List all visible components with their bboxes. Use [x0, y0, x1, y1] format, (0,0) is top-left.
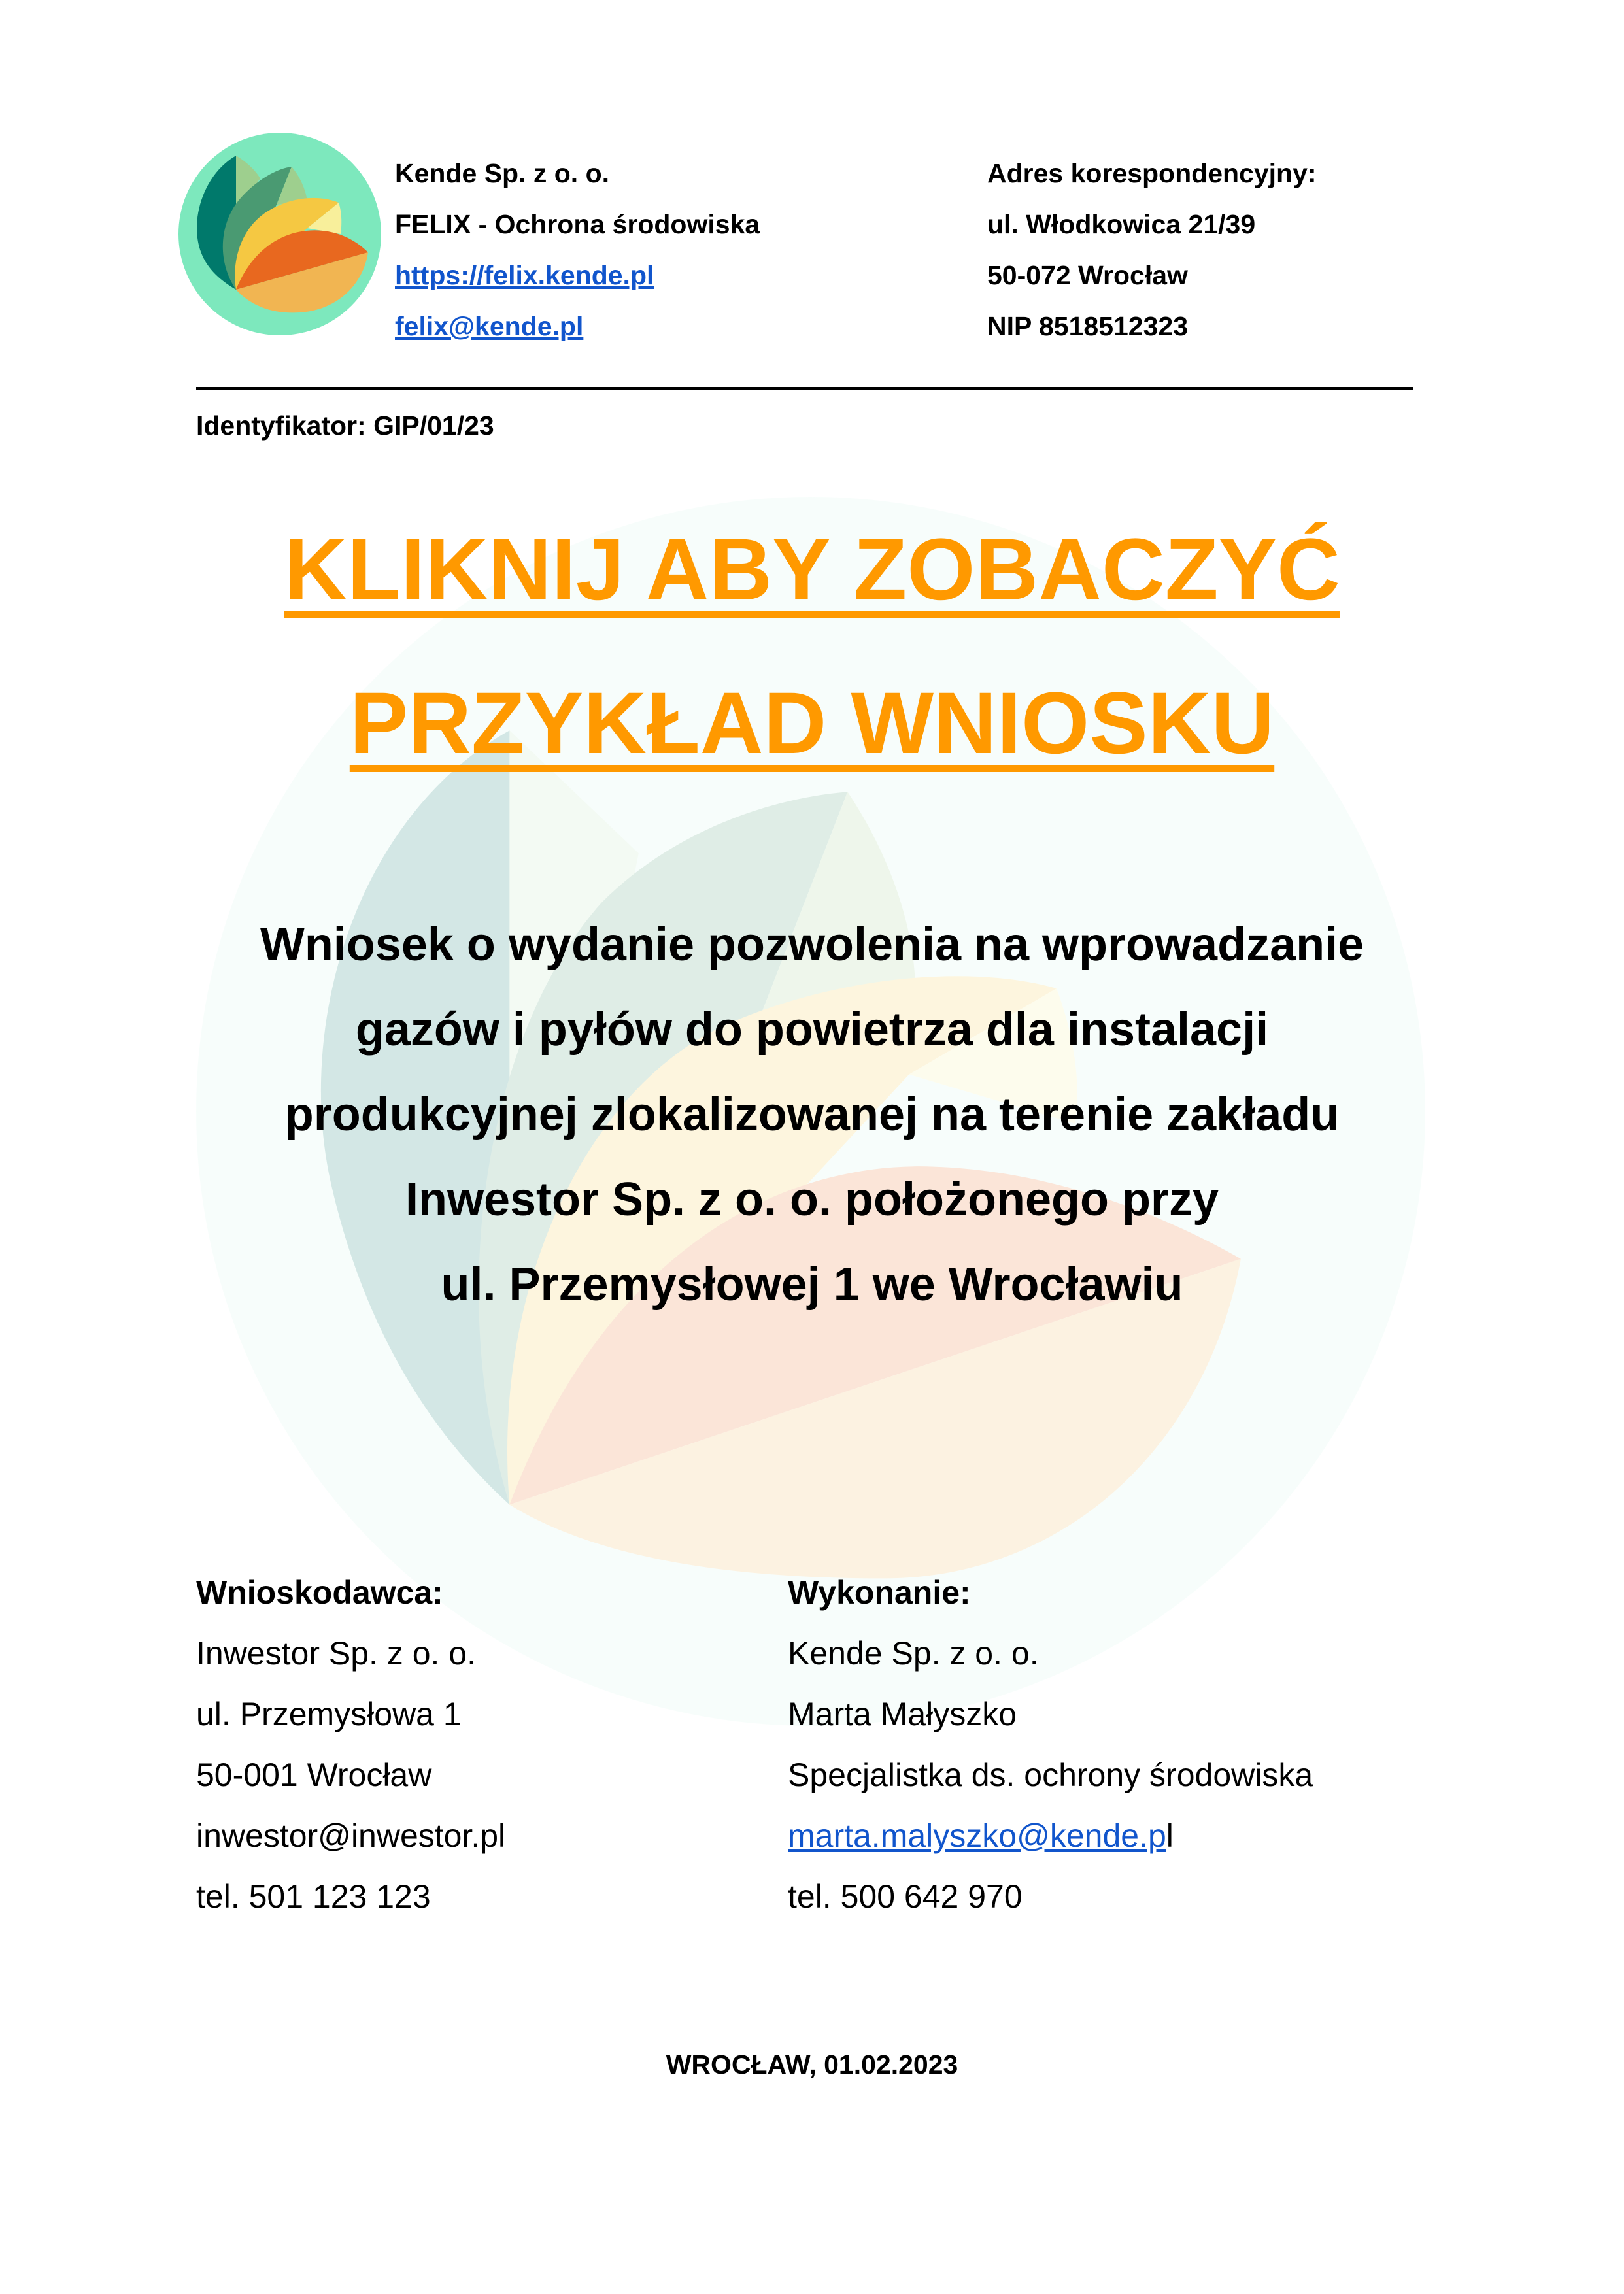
title-line: ul. Przemysłowej 1 we Wrocławiu	[441, 1258, 1183, 1311]
contractor-heading: Wykonanie:	[788, 1574, 971, 1611]
website-link[interactable]: https://felix.kende.pl	[395, 260, 654, 290]
applicant-email: inwestor@inwestor.pl	[196, 1817, 506, 1854]
address-city: 50-072 Wrocław	[987, 260, 1188, 290]
title-line: produkcyjnej zlokalizowanej na terenie zakładu	[284, 1088, 1340, 1141]
felix-leaf-logo-icon	[178, 133, 381, 335]
contractor-email-tail: l	[1166, 1817, 1174, 1854]
company-division: FELIX - Ochrona środowiska	[395, 209, 760, 239]
title-line: gazów i pyłów do powietrza dla instalacji	[355, 1004, 1269, 1056]
title-line: Wniosek o wydanie pozwolenia na wprowadzanie	[260, 919, 1364, 971]
applicant-phone: tel. 501 123 123	[196, 1878, 431, 1915]
applicant-heading: Wnioskodawca:	[196, 1574, 443, 1611]
cta-line-1	[0, 520, 1624, 620]
place-and-date: WROCŁAW, 01.02.2023	[666, 2049, 958, 2080]
contractor-phone: tel. 500 642 970	[788, 1878, 1023, 1915]
company-email-link[interactable]: felix@kende.pl	[395, 311, 584, 341]
contractor-person: Marta Małyszko	[788, 1696, 1017, 1732]
contractor-block	[788, 1562, 1313, 1927]
contractor-company: Kende Sp. z o. o.	[788, 1635, 1039, 1672]
applicant-block	[196, 1562, 505, 1927]
contractor-role: Specjalistka ds. ochrony środowiska	[788, 1757, 1313, 1793]
title-line: Inwestor Sp. z o. o. położonego przy	[405, 1173, 1219, 1226]
header-divider	[196, 387, 1413, 390]
company-name: Kende Sp. z o. o.	[395, 158, 610, 188]
address-street: ul. Włodkowica 21/39	[987, 209, 1256, 239]
document-title	[0, 902, 1624, 1327]
document-identifier: Identyfikator: GIP/01/23	[196, 411, 494, 441]
correspondence-address	[987, 148, 1317, 352]
view-example-link-line-1[interactable]: KLIKNIJ ABY ZOBACZYĆ	[284, 521, 1340, 618]
contractor-email	[788, 1806, 1313, 1866]
view-example-link-line-2[interactable]: PRZYKŁAD WNIOSKU	[349, 675, 1275, 772]
cta-line-2	[0, 673, 1624, 773]
address-nip: NIP 8518512323	[987, 311, 1189, 341]
applicant-city: 50-001 Wrocław	[196, 1757, 432, 1793]
address-label: Adres korespondencyjny:	[987, 158, 1317, 188]
applicant-name: Inwestor Sp. z o. o.	[196, 1635, 476, 1672]
company-info	[395, 148, 760, 352]
applicant-street: ul. Przemysłowa 1	[196, 1696, 462, 1732]
contractor-email-link[interactable]: marta.malyszko@kende.p	[788, 1817, 1166, 1854]
